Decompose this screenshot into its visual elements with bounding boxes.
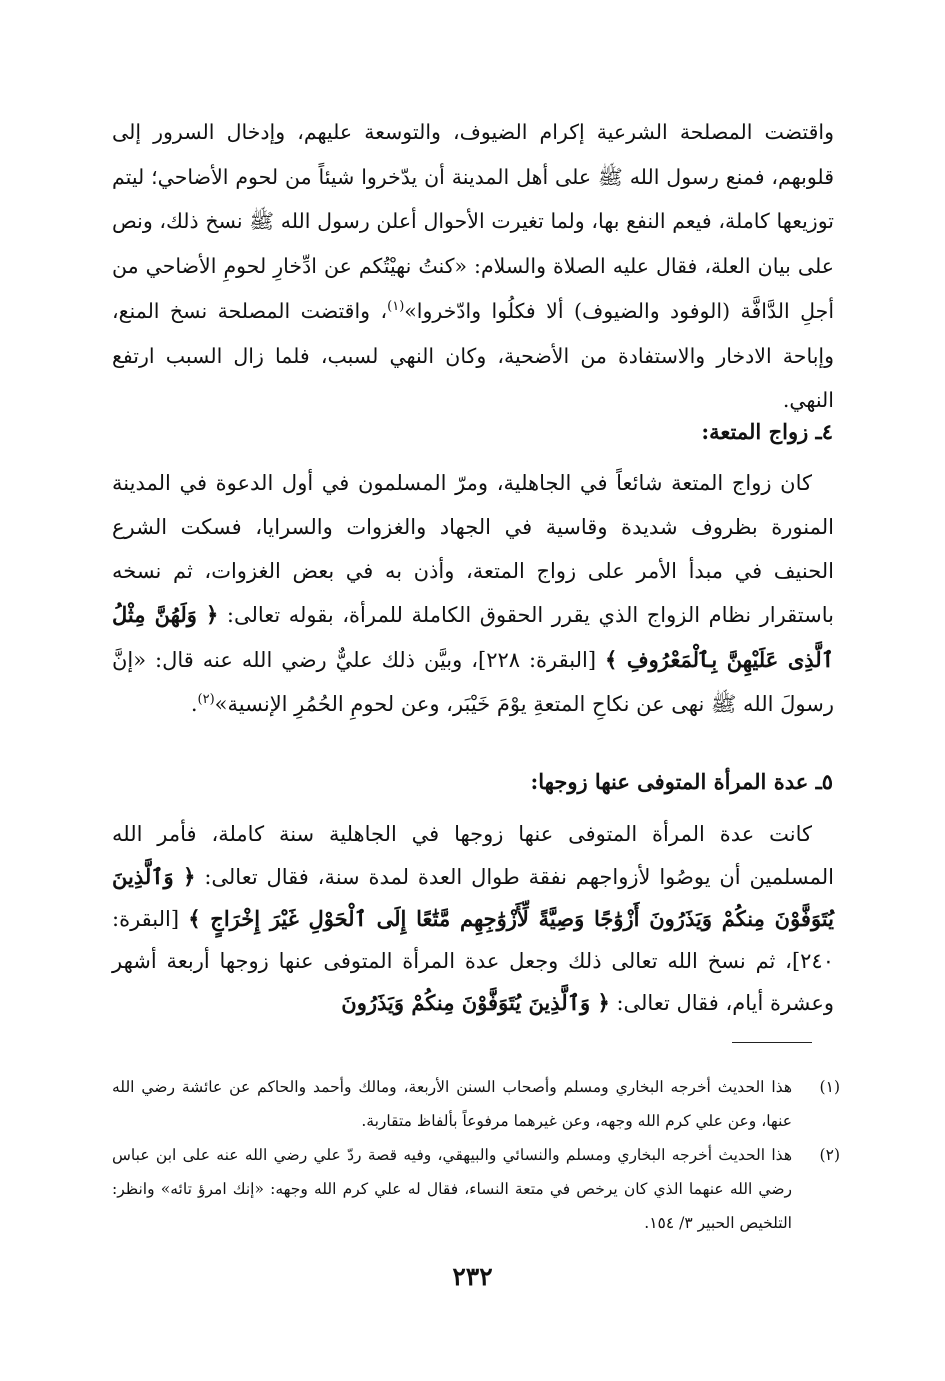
paragraph-text: [البقرة: ٢٢٨]، وبيَّن ذلك عليٌّ رضي الله عنه قال: «إنَّ رسولَ الله ﷺ نهى عن نكاحِ المتعةِ يوْمَ خَيْبَر، وعن لحومِ الحُمُرِ الإنسية» [112,648,834,716]
footnote-1 [112,1070,840,1138]
section-heading-mutah: ٤ـ زواج المتعة: [701,419,833,444]
footnotes [112,1070,840,1240]
quran-verse: ﴿ وَٱلَّذِينَ يُتَوَفَّوْنَ مِنكُمْ وَيَذَرُونَ أَزْوَٰجًا وَصِيَّةً لِّأَزْوَٰجِهِم مَّتَٰعًا إِلَى ٱلْحَوْلِ غَيْرَ إِخْرَاجٍ ﴾ [112,863,834,932]
paragraph-text: واقتضت المصلحة الشرعية إكرام الضيوف، والتوسعة عليهم، وإدخال السرور إلى قلوبهم، فمنع رسول الله ﷺ على أهل المدينة أن يدّخروا شيئاً من لحوم الأضاحي؛ ليتم توزيعها كاملة، فيعم النفع بها، ولما تغيرت الأحوال أعلن رسول الله ﷺ نسخ ذلك، ونص على بيان العلة، فقال عليه الصلاة والسلام: «كنتُ نهيْتُكم عن ادِّخارِ لحومِ الأضاحي من أجلِ الدَّافَّة (الوفود والضيوف) ألا فكلُوا وادّخروا» [112,120,835,323]
paragraph-text: كانت عدة المرأة المتوفى عنها زوجها في الجاهلية سنة كاملة، فأمر الله المسلمين أن يوصُوا لأزواجهم نفقة طوال العدة لمدة سنة، فقال تعالى: [112,822,834,889]
page-number: ٢٣٢ [452,1262,493,1291]
footnote-reference-1[interactable]: (١) [387,298,405,314]
footnote-number: (٢) [819,1146,840,1164]
footnote-text: هذا الحديث أخرجه البخاري ومسلم وأصحاب السنن الأربعة، ومالك وأحمد والحاكم عن عائشة رضي الله عنها، وعن علي كرم الله وجهه، وعن غيرهما مرفوعاً بألفاظ متقاربة. [112,1078,792,1130]
paragraph-sacrifice-meat [112,110,834,423]
footnote-divider [732,1042,812,1043]
paragraph-text: كان زواج المتعة شائعاً في الجاهلية، ومرّ المسلمون في أول الدعوة في المدينة المنورة بظروف شديدة وقاسية في الجهاد والغزوات والسرايا، فسكت الشرع الحنيف في مبدأ الأمر على زواج المتعة، وأذن به في بعض الغزوات، ثم نسخه باستقرار نظام الزواج الذي يقرر الحقوق الكاملة للمرأة، بقوله تعالى: [112,471,834,628]
paragraph-text: [البقرة: ٢٤٠]، ثم نسخ الله تعالى ذلك وجعل عدة المرأة المتوفى عنها زوجها أربعة أشهر وعشرة أيام، فقال تعالى: [112,907,834,1016]
footnote-reference-2[interactable]: (٢) [197,691,215,707]
footnote-number: (١) [819,1078,840,1096]
quran-verse: ﴿ وَلَهُنَّ مِثْلُ ٱلَّذِى عَلَيْهِنَّ بِٱلْمَعْرُوفِ ﴾ [112,602,834,673]
paragraph-mutah [112,462,834,727]
paragraph-text-tail: . [190,691,198,716]
paragraph-text-tail: ، واقتضت المصلحة نسخ المنع، وإباحة الادخار والاستفادة من الأضحية، وكان النهي لسبب، فلما زال السبب ارتفع النهي. [112,298,834,413]
footnote-text: هذا الحديث أخرجه البخاري ومسلم والنسائي والبيهقي، وفيه قصة ردّ علي رضي الله عنه على ابن عباس رضي الله عنهما الذي كان يرخص في متعة النساء، فقال له علي كرم الله وجهه: «إنك امرؤ تائه» وانظر: التلخيص الحبير ٣/ ١٥٤. [112,1146,792,1232]
section-heading-widow-waiting-period: ٥ـ عدة المرأة المتوفى عنها زوجها: [530,769,833,794]
footnote-2 [112,1138,840,1240]
paragraph-widow-waiting-period [112,814,834,1025]
quran-verse: ﴿ وَٱلَّذِينَ يُتَوَفَّوْنَ مِنكُمْ وَيَذَرُونَ [341,990,610,1016]
